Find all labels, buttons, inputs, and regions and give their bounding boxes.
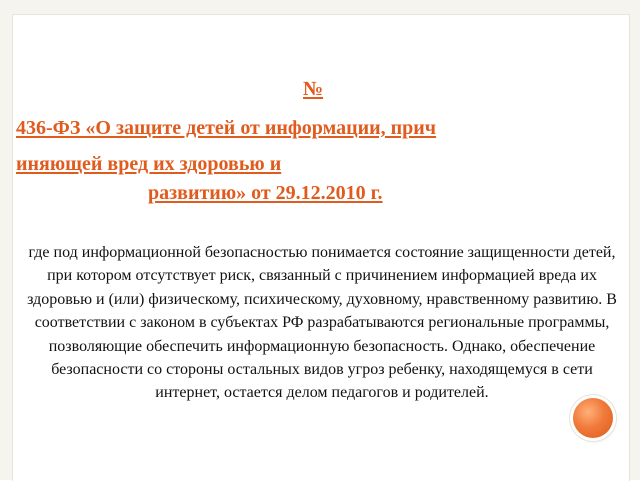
law-title-line-2: иняющей вред их здоровью и — [16, 153, 282, 175]
slide-content-panel — [12, 14, 630, 481]
slide-body-text: где под информационной безопасностью понимается состояние защищенности детей, при котором отсутствует риск, связанный с причинением информацией вреда их здоровью и (или) физическому, психическому, духовному, нравственному развитию. В соответствии с законом в субъектах РФ разрабатываются региональные программы, позволяющие обеспечить информационную безопасность. Однако, обеспечение безопасности со стороны остальных видов угроз ребенку, находящемуся в сети интернет, остается делом педагогов и родителей. — [27, 244, 617, 402]
decorative-orb-icon — [573, 398, 613, 438]
law-title-line-1: 436-ФЗ «О защите детей от информации, прич — [16, 117, 437, 139]
law-number-sign: № — [303, 78, 324, 100]
law-title-line-3: развитию» от 29.12.2010 г. — [148, 182, 383, 204]
